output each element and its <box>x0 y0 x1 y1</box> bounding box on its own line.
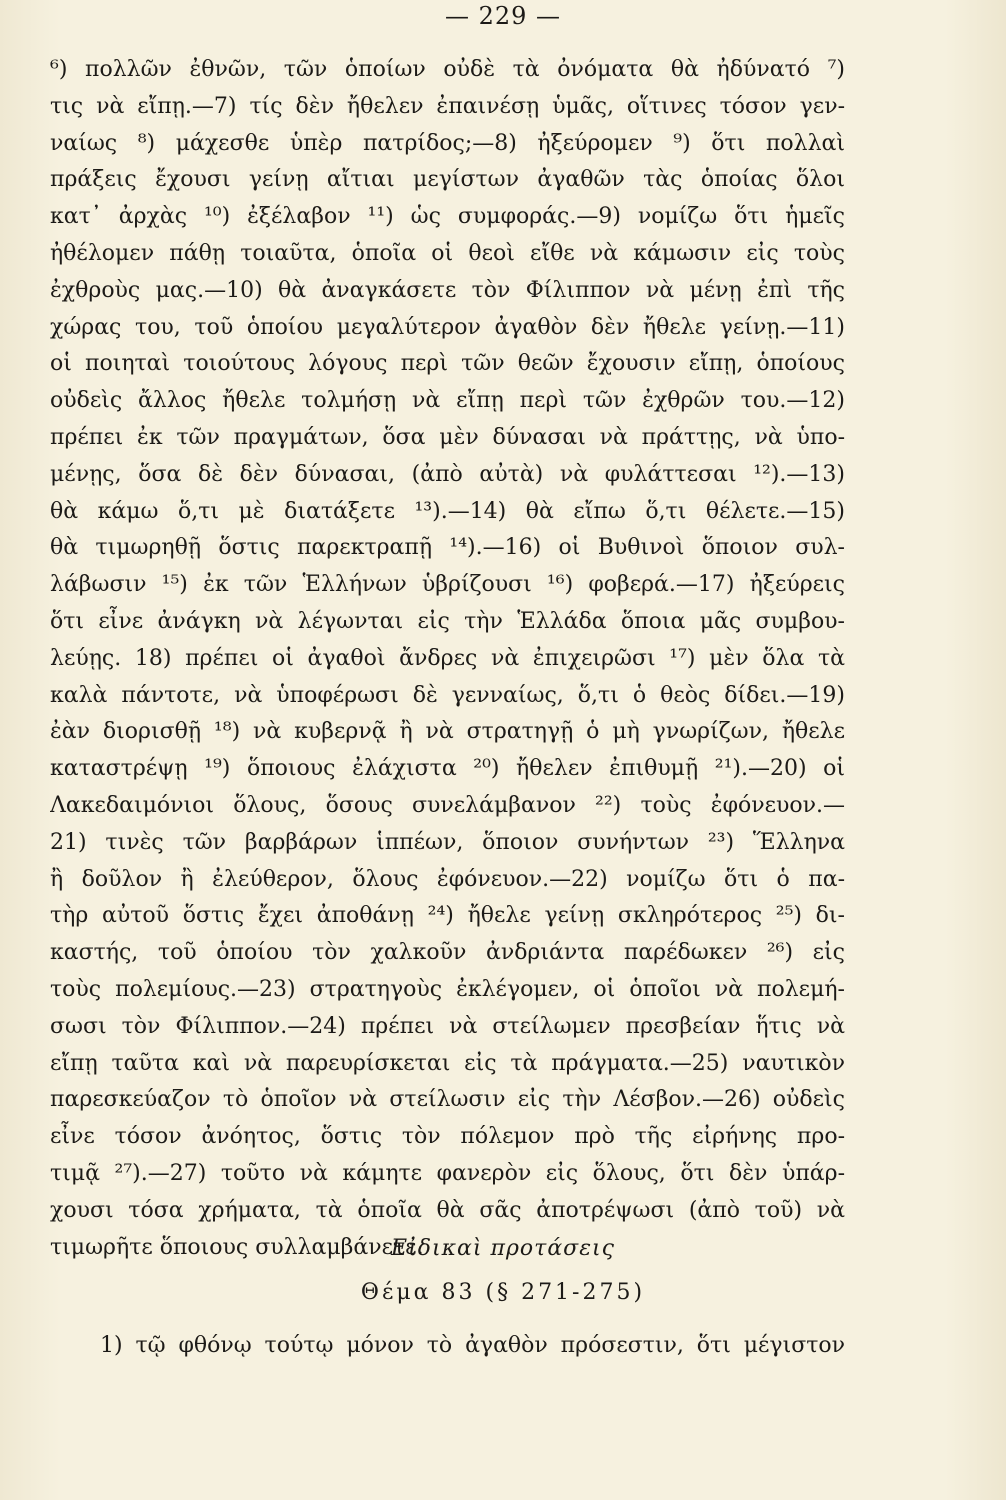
exercise-text <box>50 52 845 1266</box>
text-line: λεύῃς. 18) πρέπει οἱ ἀγαθοὶ ἄνδρες νὰ ἐπιχειρῶσι ¹⁷) μὲν ὅλα τὰ <box>50 645 845 671</box>
text-line: ὅτι εἶνε ἀνάγκη νὰ λέγωνται εἰς τὴν Ἑλλάδα ὅποια μᾶς συμβου- <box>50 608 845 634</box>
text-line: τιμωρῆτε ὅποιους συλλαμβάνετε. <box>50 1234 424 1260</box>
text-line: χουσι τόσα χρήματα, τὰ ὁποῖα θὰ σᾶς ἀποτρέψωσι (ἀπὸ τοῦ) νὰ <box>50 1197 845 1223</box>
text-line: πρέπει ἐκ τῶν πραγμάτων, ὅσα μὲν δύνασαι νὰ πράττῃς, νὰ ὑπο- <box>50 424 845 450</box>
page-number: — 229 — <box>444 2 562 30</box>
text-line: οὐδεὶς ἄλλος ἤθελε τολμήσῃ νὰ εἴπῃ περὶ τῶν ἐχθρῶν του.—12) <box>50 388 845 414</box>
text-line: σωσι τὸν Φίλιππον.—24) πρέπει νὰ στείλωμεν πρεσβείαν ἥτις νὰ <box>50 1013 845 1039</box>
text-line: οἱ ποιηταὶ τοιούτους λόγους περὶ τῶν θεῶν ἔχουσιν εἴπῃ, ὁποίους <box>50 351 845 377</box>
text-line: κατ᾽ ἀρχὰς ¹⁰) ἐξέλαβον ¹¹) ὡς συμφοράς.—9) νομίζω ὅτι ἡμεῖς <box>50 204 845 230</box>
text-line: ἠθέλομεν πάθῃ τοιαῦτα, ὁποῖα οἱ θεοὶ εἴθε νὰ κάμωσιν εἰς τοὺς <box>50 240 845 266</box>
text-line: τὴρ αὐτοῦ ὅστις ἔχει ἀποθάνῃ ²⁴) ἤθελε γείνῃ σκληρότερος ²⁵) δι- <box>50 903 845 929</box>
text-line: τις νὰ εἴπῃ.—7) τίς δὲν ἤθελεν ἐπαινέσῃ ὑμᾶς, οἵτινες τόσον γεν- <box>50 93 845 119</box>
text-line: τιμᾷ ²⁷).—27) τοῦτο νὰ κάμητε φανερὸν εἰς ὅλους, ὅτι δὲν ὑπάρ- <box>50 1160 845 1186</box>
text-line: ἐχθροὺς μας.—10) θὰ ἀναγκάσετε τὸν Φίλιππον νὰ μένῃ ἐπὶ τῆς <box>50 277 845 303</box>
text-line: 21) τινὲς τῶν βαρβάρων ἱππέων, ὅποιον συνήντων ²³) Ἕλληνα <box>50 829 845 855</box>
text-line: Λακεδαιμόνιοι ὅλους, ὅσους συνελάμβανον ²²) τοὺς ἐφόνευον.— <box>50 792 845 818</box>
text-line: εἴπῃ ταῦτα καὶ νὰ παρευρίσκεται εἰς τὰ πράγματα.—25) ναυτικὸν <box>50 1050 845 1076</box>
theme-heading: Θέμα 83 (§ 271-275) <box>360 1280 646 1305</box>
text-line: 1) τῷ φθόνῳ τούτῳ μόνον τὸ ἀγαθὸν πρόσεστιν, ὅτι μέγιστον <box>100 1333 845 1358</box>
text-line: θὰ κάμω ὅ,τι μὲ διατάξετε ¹³).—14) θὰ εἴπω ὅ,τι θέλετε.—15) <box>50 498 845 524</box>
text-line: ναίως ⁸) μάχεσθε ὑπὲρ πατρίδος;—8) ἠξεύρομεν ⁹) ὅτι πολλαὶ <box>50 130 845 156</box>
text-line: ἢ δοῦλον ἢ ἐλεύθερον, ὅλους ἐφόνευον.—22) νομίζω ὅτι ὁ πα- <box>50 866 845 892</box>
text-line: λάβωσιν ¹⁵) ἐκ τῶν Ἑλλήνων ὑβρίζουσι ¹⁶) φοβερά.—17) ἠξεύρεις <box>50 572 845 598</box>
text-line: εἶνε τόσον ἀνόητος, ὅστις τὸν πόλεμον πρὸ τῆς εἰρήνης προ- <box>50 1124 845 1150</box>
text-line: ἐὰν διορισθῇ ¹⁸) νὰ κυβερνᾷ ἢ νὰ στρατηγῇ ὁ μὴ γνωρίζων, ἤθελε <box>50 719 845 745</box>
text-line: θὰ τιμωρηθῇ ὅστις παρεκτραπῇ ¹⁴).—16) οἱ Βυθινοὶ ὅποιον συλ- <box>50 535 845 561</box>
text-line: χώρας του, τοῦ ὁποίου μεγαλύτερον ἀγαθὸν δὲν ἤθελε γείνῃ.—11) <box>50 314 845 340</box>
text-line: παρεσκεύαζον τὸ ὁποῖον νὰ στείλωσιν εἰς τὴν Λέσβον.—26) οὐδεὶς <box>50 1087 845 1113</box>
text-line: μένῃς, ὅσα δὲ δὲν δύνασαι, (ἀπὸ αὐτὰ) νὰ φυλάττεσαι ¹²).—13) <box>50 461 845 487</box>
text-line: καταστρέψῃ ¹⁹) ὅποιους ἐλάχιστα ²⁰) ἤθελεν ἐπιθυμῇ ²¹).—20) οἱ <box>50 756 845 782</box>
text-line: πράξεις ἔχουσι γείνῃ αἴτιαι μεγίστων ἀγαθῶν τὰς ὁποίας ὅλοι <box>50 167 845 193</box>
text-line: τοὺς πολεμίους.—23) στρατηγοὺς ἐκλέγομεν, οἱ ὁποῖοι νὰ πολεμή- <box>50 976 845 1002</box>
theme-exercise-text <box>100 1328 845 1365</box>
text-line: καλὰ πάντοτε, νὰ ὑποφέρωσι δὲ γενναίως, ὅ,τι ὁ θεὸς δίδει.—19) <box>50 682 845 708</box>
text-line: καστής, τοῦ ὁποίου τὸν χαλκοῦν ἀνδριάντα παρέδωκεν ²⁶) εἰς <box>50 940 845 966</box>
section-subheading: Εἰδικαὶ προτάσεις <box>391 1236 615 1261</box>
text-line: ⁶) πολλῶν ἐθνῶν, τῶν ὁποίων οὐδὲ τὰ ὀνόματα θὰ ἠδύνατό ⁷) <box>50 57 845 82</box>
